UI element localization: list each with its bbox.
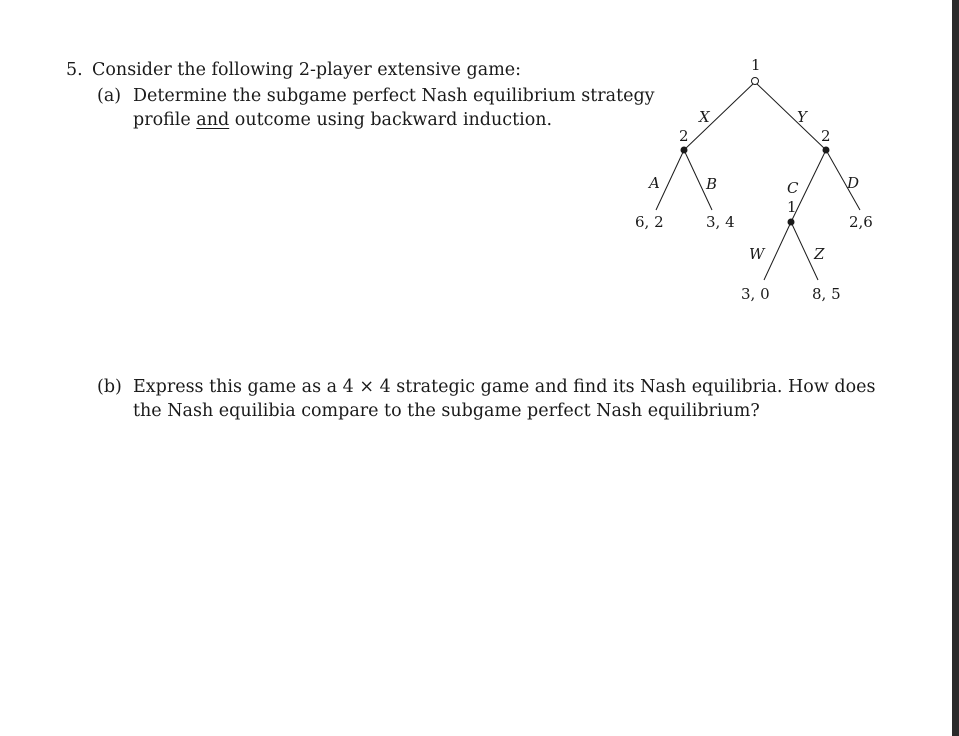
action-a-label: A: [649, 174, 660, 192]
inner-node-player-label: 1: [787, 198, 797, 216]
left-decision-node: [681, 147, 688, 154]
part-b-line2: the Nash equilibia compare to the subgame perfect Nash equilibrium?: [133, 401, 760, 421]
payoff-a: 6, 2: [635, 213, 664, 231]
part-a-line2-post: outcome using backward induction.: [229, 110, 553, 130]
action-b-label: B: [706, 175, 718, 193]
payoff-w: 3, 0: [741, 285, 770, 303]
payoff-d: 2,6: [849, 213, 873, 231]
part-b-label: (b): [97, 377, 122, 397]
action-z-label: Z: [814, 245, 825, 263]
right-decision-node: [823, 147, 830, 154]
part-b-line1: Express this game as a 4 × 4 strategic game and find its Nash equilibria. How does: [133, 377, 876, 397]
part-a-line2-pre: profile: [133, 110, 197, 130]
action-x-label: X: [699, 108, 710, 126]
action-y-label: Y: [797, 108, 807, 126]
action-d-label: D: [847, 174, 860, 192]
edge-x: [684, 82, 755, 150]
action-w-label: W: [749, 245, 765, 263]
root-node: [752, 78, 759, 85]
payoff-z: 8, 5: [812, 285, 841, 303]
problem-number: 5.: [66, 60, 83, 80]
action-c-label: C: [787, 179, 799, 197]
inner-decision-node: [788, 219, 795, 226]
root-player-label: 1: [751, 56, 761, 74]
payoff-b: 3, 4: [706, 213, 735, 231]
part-a-label: (a): [97, 86, 122, 106]
part-a-underlined-and: and: [196, 110, 230, 130]
edge-a: [656, 150, 684, 210]
left-node-player-label: 2: [679, 127, 689, 145]
right-node-player-label: 2: [821, 127, 831, 145]
problem-intro: Consider the following 2-player extensive game:: [92, 60, 522, 80]
part-a-line1: Determine the subgame perfect Nash equilibrium strategy: [133, 86, 655, 106]
edge-y: [755, 82, 826, 150]
edge-w: [764, 222, 791, 280]
